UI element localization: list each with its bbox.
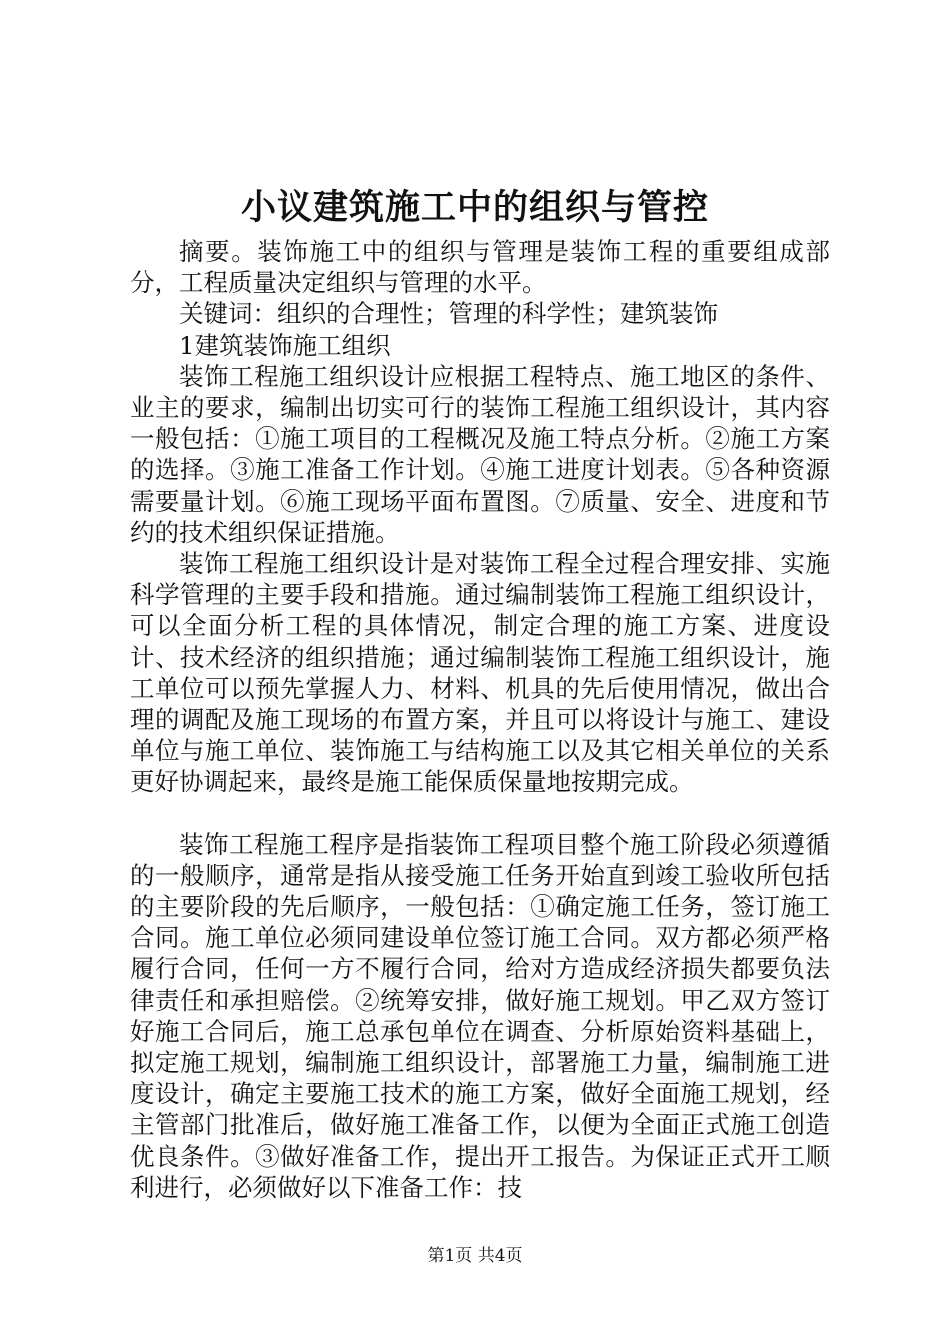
- section-heading: 1建筑装饰施工组织: [179, 330, 391, 360]
- body-paragraph: 装饰工程施工组织设计应根据工程特点、施工地区的条件、业主的要求，编制出切实可行的装饰工程施工组织设计，其内容一般包括：①施工项目的工程概况及施工特点分析。②施工方案的选择。③施工准备工作计划。④施工进度计划表。⑤各种资源需要量计划。⑥施工现场平面布置图。⑦质量、安全、进度和节约的技术组织保证措施。: [130, 361, 830, 547]
- document-body: [130, 236, 830, 1203]
- keywords-paragraph: 关键词：组织的合理性；管理的科学性；建筑装饰: [179, 299, 718, 329]
- abstract-paragraph: 摘要。装饰施工中的组织与管理是装饰工程的重要组成部分，工程质量决定组织与管理的水平。: [130, 237, 830, 298]
- body-paragraph: 装饰工程施工组织设计是对装饰工程全过程合理安排、实施科学管理的主要手段和措施。通过编制装饰工程施工组织设计，可以全面分析工程的具体情况，制定合理的施工方案、进度设计、技术经济的组织措施；通过编制装饰工程施工组织设计，施工单位可以预先掌握人力、材料、机具的先后使用情况，做出合理的调配及施工现场的布置方案，并且可以将设计与施工、建设单位与施工单位、装饰施工与结构施工以及其它相关单位的关系更好协调起来，最终是施工能保质保量地按期完成。: [130, 549, 830, 797]
- body-paragraph: 装饰工程施工程序是指装饰工程项目整个施工阶段必须遵循的一般顺序，通常是指从接受施工任务开始直到竣工验收所包括的主要阶段的先后顺序，一般包括：①确定施工任务，签订施工合同。施工单位必须同建设单位签订施工合同。双方都必须严格履行合同，任何一方不履行合同，给对方造成经济损失都要负法律责任和承担赔偿。②统筹安排，做好施工规划。甲乙双方签订好施工合同后，施工总承包单位在调查、分析原始资料基础上，拟定施工规划，编制施工组织设计，部署施工力量，编制施工进度设计，确定主要施工技术的施工方案，做好全面施工规划，经主管部门批准后，做好施工准备工作，以便为全面正式施工创造优良条件。③做好准备工作，提出开工报告。为保证正式开工顺利进行，必须做好以下准备工作：技: [130, 829, 830, 1202]
- page-number: 第1页 共4页: [427, 1246, 523, 1266]
- document-title: 小议建筑施工中的组织与管控: [240, 187, 709, 228]
